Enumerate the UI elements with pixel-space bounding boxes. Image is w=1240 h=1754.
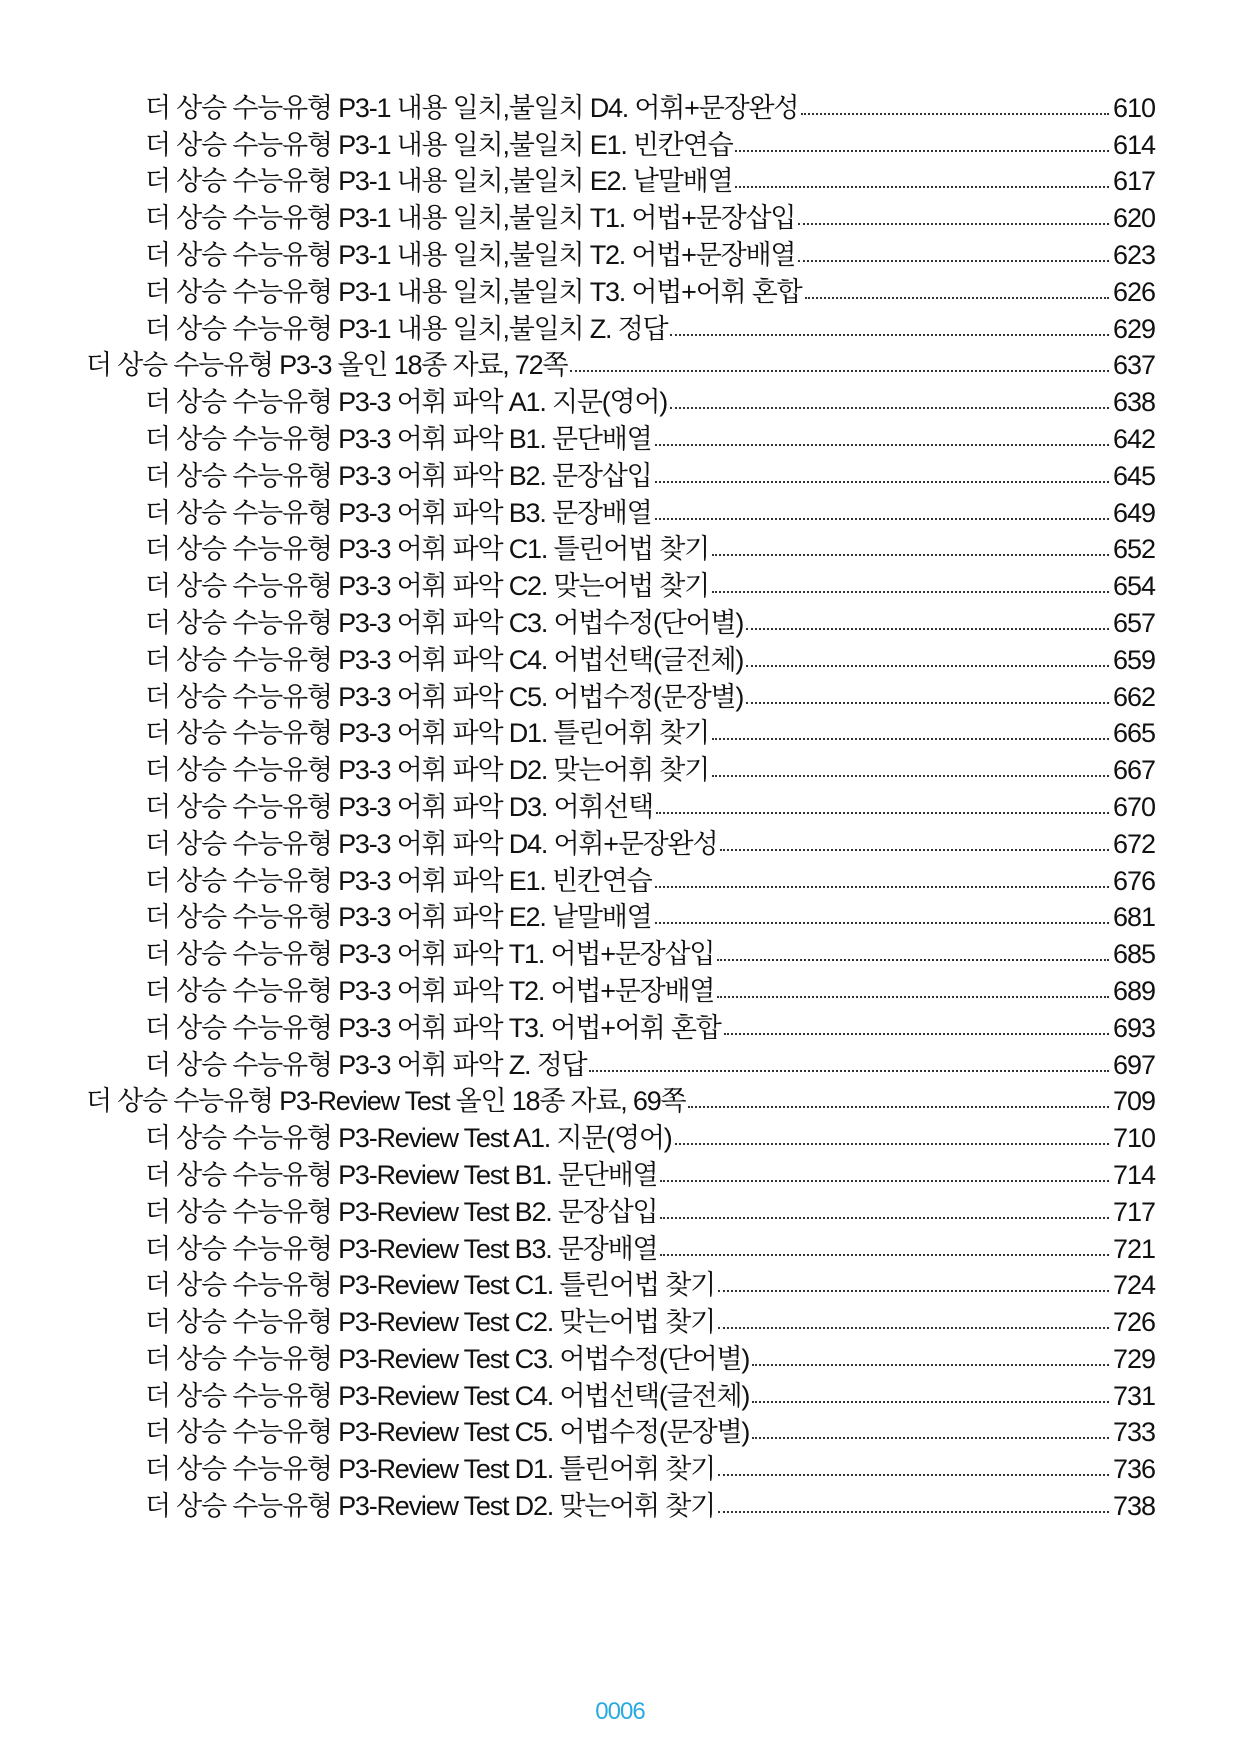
toc-entry[interactable] (0, 454, 1155, 491)
toc-entry-page: 620 (1112, 203, 1155, 234)
toc-entry-title: 더 상승 수능유형 P3-Review Test C4. 어법선택(글전체) (145, 1380, 750, 1411)
toc-entry-title: 더 상승 수능유형 P3-3 어휘 파악 E2. 낱말배열 (145, 902, 652, 933)
toc-entry[interactable] (0, 233, 1155, 270)
dot-leader (718, 1290, 1109, 1292)
toc-entry[interactable] (0, 417, 1155, 454)
toc-entry[interactable] (0, 1374, 1155, 1411)
toc-entry-title: 더 상승 수능유형 P3-Review Test B3. 문장배열 (145, 1233, 658, 1264)
toc-entry[interactable] (0, 1153, 1155, 1190)
toc-entry-title: 더 상승 수능유형 P3-1 내용 일치,불일치 E1. 빈칸연습 (145, 129, 733, 160)
toc-entry-title: 더 상승 수능유형 P3-3 어휘 파악 D4. 어휘+문장완성 (145, 828, 718, 859)
dot-leader (752, 1364, 1109, 1366)
toc-section-entry[interactable] (0, 1080, 1155, 1117)
toc-entry-title: 더 상승 수능유형 P3-Review Test B1. 문단배열 (145, 1159, 658, 1190)
toc-entry-title: 더 상승 수능유형 P3-3 어휘 파악 T2. 어법+문장배열 (145, 975, 715, 1006)
toc-entry-title: 더 상승 수능유형 P3-3 어휘 파악 E1. 빈칸연습 (145, 865, 652, 896)
dot-leader (752, 1437, 1109, 1439)
dot-leader (670, 407, 1109, 409)
toc-entry[interactable] (0, 123, 1155, 160)
dot-leader (735, 150, 1108, 152)
dot-leader (720, 849, 1109, 851)
toc-entry-page: 652 (1112, 534, 1155, 565)
toc-entry-title: 더 상승 수능유형 P3-3 어휘 파악 C4. 어법선택(글전체) (145, 644, 744, 675)
toc-entry[interactable] (0, 1447, 1155, 1484)
toc-entry-page: 665 (1112, 718, 1155, 749)
toc-entry[interactable] (0, 601, 1155, 638)
toc-entry-page: 729 (1112, 1343, 1155, 1374)
dot-leader (798, 223, 1109, 225)
toc-entry-title: 더 상승 수능유형 P3-3 어휘 파악 T3. 어법+어휘 혼합 (145, 1012, 721, 1043)
toc-entry-page: 697 (1112, 1049, 1155, 1080)
toc-entry-title: 더 상승 수능유형 P3-Review Test A1. 지문(영어) (145, 1123, 672, 1154)
dot-leader (670, 334, 1109, 336)
dot-leader (752, 1401, 1109, 1403)
dot-leader (746, 628, 1109, 630)
dot-leader (655, 886, 1109, 888)
dot-leader (660, 1217, 1109, 1219)
toc-entry[interactable] (0, 1006, 1155, 1043)
toc-entry[interactable] (0, 748, 1155, 785)
toc-entry-page: 637 (1112, 350, 1155, 381)
toc-entry-title: 더 상승 수능유형 P3-Review Test 올인 18종 자료, 69쪽 (86, 1086, 686, 1117)
toc-entry-title: 더 상승 수능유형 P3-3 어휘 파악 B2. 문장삽입 (145, 460, 652, 491)
toc-entry-page: 726 (1112, 1307, 1155, 1338)
dot-leader (655, 481, 1109, 483)
dot-leader (717, 996, 1109, 998)
toc-entry-title: 더 상승 수능유형 P3-Review Test D1. 틀린어휘 찾기 (145, 1454, 715, 1485)
toc-entry[interactable] (0, 380, 1155, 417)
toc-entry-title: 더 상승 수능유형 P3-1 내용 일치,불일치 T1. 어법+문장삽입 (145, 203, 796, 234)
toc-entry[interactable] (0, 969, 1155, 1006)
dot-leader (655, 444, 1109, 446)
toc-entry[interactable] (0, 564, 1155, 601)
toc-entry-page: 649 (1112, 497, 1155, 528)
toc-entry-page: 693 (1112, 1012, 1155, 1043)
toc-entry[interactable] (0, 1227, 1155, 1264)
toc-entry-title: 더 상승 수능유형 P3-1 내용 일치,불일치 T3. 어법+어휘 혼합 (145, 276, 802, 307)
dot-leader (805, 297, 1109, 299)
toc-entry[interactable] (0, 1411, 1155, 1448)
toc-entry-title: 더 상승 수능유형 P3-3 어휘 파악 D2. 맞는어휘 찾기 (145, 755, 710, 786)
toc-entry[interactable] (0, 712, 1155, 749)
toc-section-entry[interactable] (0, 344, 1155, 381)
toc-entry-title: 더 상승 수능유형 P3-1 내용 일치,불일치 Z. 정답 (145, 313, 668, 344)
dot-leader (655, 922, 1109, 924)
dot-leader (746, 702, 1109, 704)
toc-entry-title: 더 상승 수능유형 P3-3 어휘 파악 Z. 정답 (145, 1049, 587, 1080)
toc-entry[interactable] (0, 86, 1155, 123)
toc-entry-title: 더 상승 수능유형 P3-1 내용 일치,불일치 D4. 어휘+문장완성 (145, 92, 799, 123)
toc-entry[interactable] (0, 785, 1155, 822)
dot-leader (717, 959, 1109, 961)
toc-entry[interactable] (0, 675, 1155, 712)
dot-leader (660, 1180, 1109, 1182)
toc-entry-title: 더 상승 수능유형 P3-3 어휘 파악 D1. 틀린어휘 찾기 (145, 718, 710, 749)
toc-entry-page: 736 (1112, 1454, 1155, 1485)
dot-leader (656, 812, 1109, 814)
toc-entry-page: 645 (1112, 460, 1155, 491)
toc-entry-page: 617 (1112, 166, 1155, 197)
toc-entry[interactable] (0, 1190, 1155, 1227)
toc-entry-title: 더 상승 수능유형 P3-Review Test D2. 맞는어휘 찾기 (145, 1491, 715, 1522)
toc-entry-page: 659 (1112, 644, 1155, 675)
toc-entry[interactable] (0, 491, 1155, 528)
toc-entry-title: 더 상승 수능유형 P3-Review Test C3. 어법수정(단어별) (145, 1343, 750, 1374)
dot-leader (712, 591, 1109, 593)
toc-entry-page: 714 (1112, 1159, 1155, 1190)
dot-leader (712, 738, 1109, 740)
dot-leader (718, 1327, 1109, 1329)
toc-entry[interactable] (0, 270, 1155, 307)
toc-entry-page: 667 (1112, 755, 1155, 786)
dot-leader (798, 260, 1109, 262)
dot-leader (712, 775, 1109, 777)
toc-entry[interactable] (0, 638, 1155, 675)
toc-entry-title: 더 상승 수능유형 P3-3 어휘 파악 C2. 맞는어법 찾기 (145, 571, 710, 602)
toc-entry-page: 685 (1112, 939, 1155, 970)
toc-entry[interactable] (0, 1264, 1155, 1301)
toc-entry-page: 731 (1112, 1380, 1155, 1411)
toc-entry-page: 676 (1112, 865, 1155, 896)
toc-entry[interactable] (0, 822, 1155, 859)
toc-entry[interactable] (0, 859, 1155, 896)
toc-entry-title: 더 상승 수능유형 P3-3 어휘 파악 D3. 어휘선택 (145, 791, 653, 822)
dot-leader (655, 518, 1109, 520)
toc-entry-page: 681 (1112, 902, 1155, 933)
toc-entry-title: 더 상승 수능유형 P3-3 어휘 파악 B3. 문장배열 (145, 497, 652, 528)
toc-entry-page: 626 (1112, 276, 1155, 307)
toc-entry-title: 더 상승 수능유형 P3-3 어휘 파악 B1. 문단배열 (145, 423, 652, 454)
dot-leader (718, 1474, 1109, 1476)
toc-entry[interactable] (0, 932, 1155, 969)
toc-entry-page: 738 (1112, 1491, 1155, 1522)
toc-entry-page: 724 (1112, 1270, 1155, 1301)
toc-entry-page: 689 (1112, 975, 1155, 1006)
dot-leader (735, 186, 1108, 188)
toc-entry-page: 709 (1112, 1086, 1155, 1117)
toc-entry-title: 더 상승 수능유형 P3-3 어휘 파악 T1. 어법+문장삽입 (145, 939, 715, 970)
toc-entry-title: 더 상승 수능유형 P3-1 내용 일치,불일치 T2. 어법+문장배열 (145, 239, 796, 270)
toc-entry-page: 733 (1112, 1417, 1155, 1448)
toc-entry[interactable] (0, 1116, 1155, 1153)
toc-entry-title: 더 상승 수능유형 P3-Review Test B2. 문장삽입 (145, 1196, 658, 1227)
dot-leader (801, 113, 1109, 115)
toc-entry-page: 654 (1112, 571, 1155, 602)
toc-entry-title: 더 상승 수능유형 P3-3 어휘 파악 A1. 지문(영어) (145, 387, 668, 418)
toc-entry-page: 657 (1112, 607, 1155, 638)
toc-entry[interactable] (0, 1043, 1155, 1080)
page-number: 0006 (595, 1698, 645, 1725)
toc-entry-title: 더 상승 수능유형 P3-Review Test C5. 어법수정(문장별) (145, 1417, 750, 1448)
dot-leader (589, 1070, 1109, 1072)
toc-entry-title: 더 상승 수능유형 P3-3 어휘 파악 C3. 어법수정(단어별) (145, 607, 744, 638)
toc-entry-page: 710 (1112, 1123, 1155, 1154)
toc-entry-page: 670 (1112, 791, 1155, 822)
toc-entry-page: 610 (1112, 92, 1155, 123)
toc-entry[interactable] (0, 160, 1155, 197)
toc-entry-title: 더 상승 수능유형 P3-1 내용 일치,불일치 E2. 낱말배열 (145, 166, 733, 197)
toc-entry-title: 더 상승 수능유형 P3-3 올인 18종 자료, 72쪽 (86, 350, 568, 381)
toc-entry-page: 642 (1112, 423, 1155, 454)
toc-entry-page: 623 (1112, 239, 1155, 270)
dot-leader (746, 665, 1109, 667)
toc-entry-page: 629 (1112, 313, 1155, 344)
dot-leader (724, 1033, 1109, 1035)
toc-entry-title: 더 상승 수능유형 P3-Review Test C2. 맞는어법 찾기 (145, 1307, 715, 1338)
toc-entry[interactable] (0, 1300, 1155, 1337)
toc-entry-page: 721 (1112, 1233, 1155, 1264)
dot-leader (712, 554, 1109, 556)
toc-entry-page: 662 (1112, 681, 1155, 712)
toc-entry[interactable] (0, 307, 1155, 344)
dot-leader (660, 1254, 1109, 1256)
toc-entry-page: 672 (1112, 828, 1155, 859)
toc-entry[interactable] (0, 896, 1155, 933)
table-of-contents (0, 86, 1240, 1521)
toc-entry-page: 638 (1112, 387, 1155, 418)
toc-entry-page: 717 (1112, 1196, 1155, 1227)
dot-leader (675, 1143, 1109, 1145)
toc-entry[interactable] (0, 1484, 1155, 1521)
dot-leader (718, 1511, 1109, 1513)
toc-entry-title: 더 상승 수능유형 P3-Review Test C1. 틀린어법 찾기 (145, 1270, 715, 1301)
dot-leader (570, 370, 1109, 372)
toc-entry[interactable] (0, 196, 1155, 233)
toc-entry-title: 더 상승 수능유형 P3-3 어휘 파악 C1. 틀린어법 찾기 (145, 534, 710, 565)
toc-entry[interactable] (0, 1337, 1155, 1374)
toc-entry[interactable] (0, 528, 1155, 565)
toc-entry-page: 614 (1112, 129, 1155, 160)
dot-leader (688, 1106, 1109, 1108)
toc-entry-title: 더 상승 수능유형 P3-3 어휘 파악 C5. 어법수정(문장별) (145, 681, 744, 712)
